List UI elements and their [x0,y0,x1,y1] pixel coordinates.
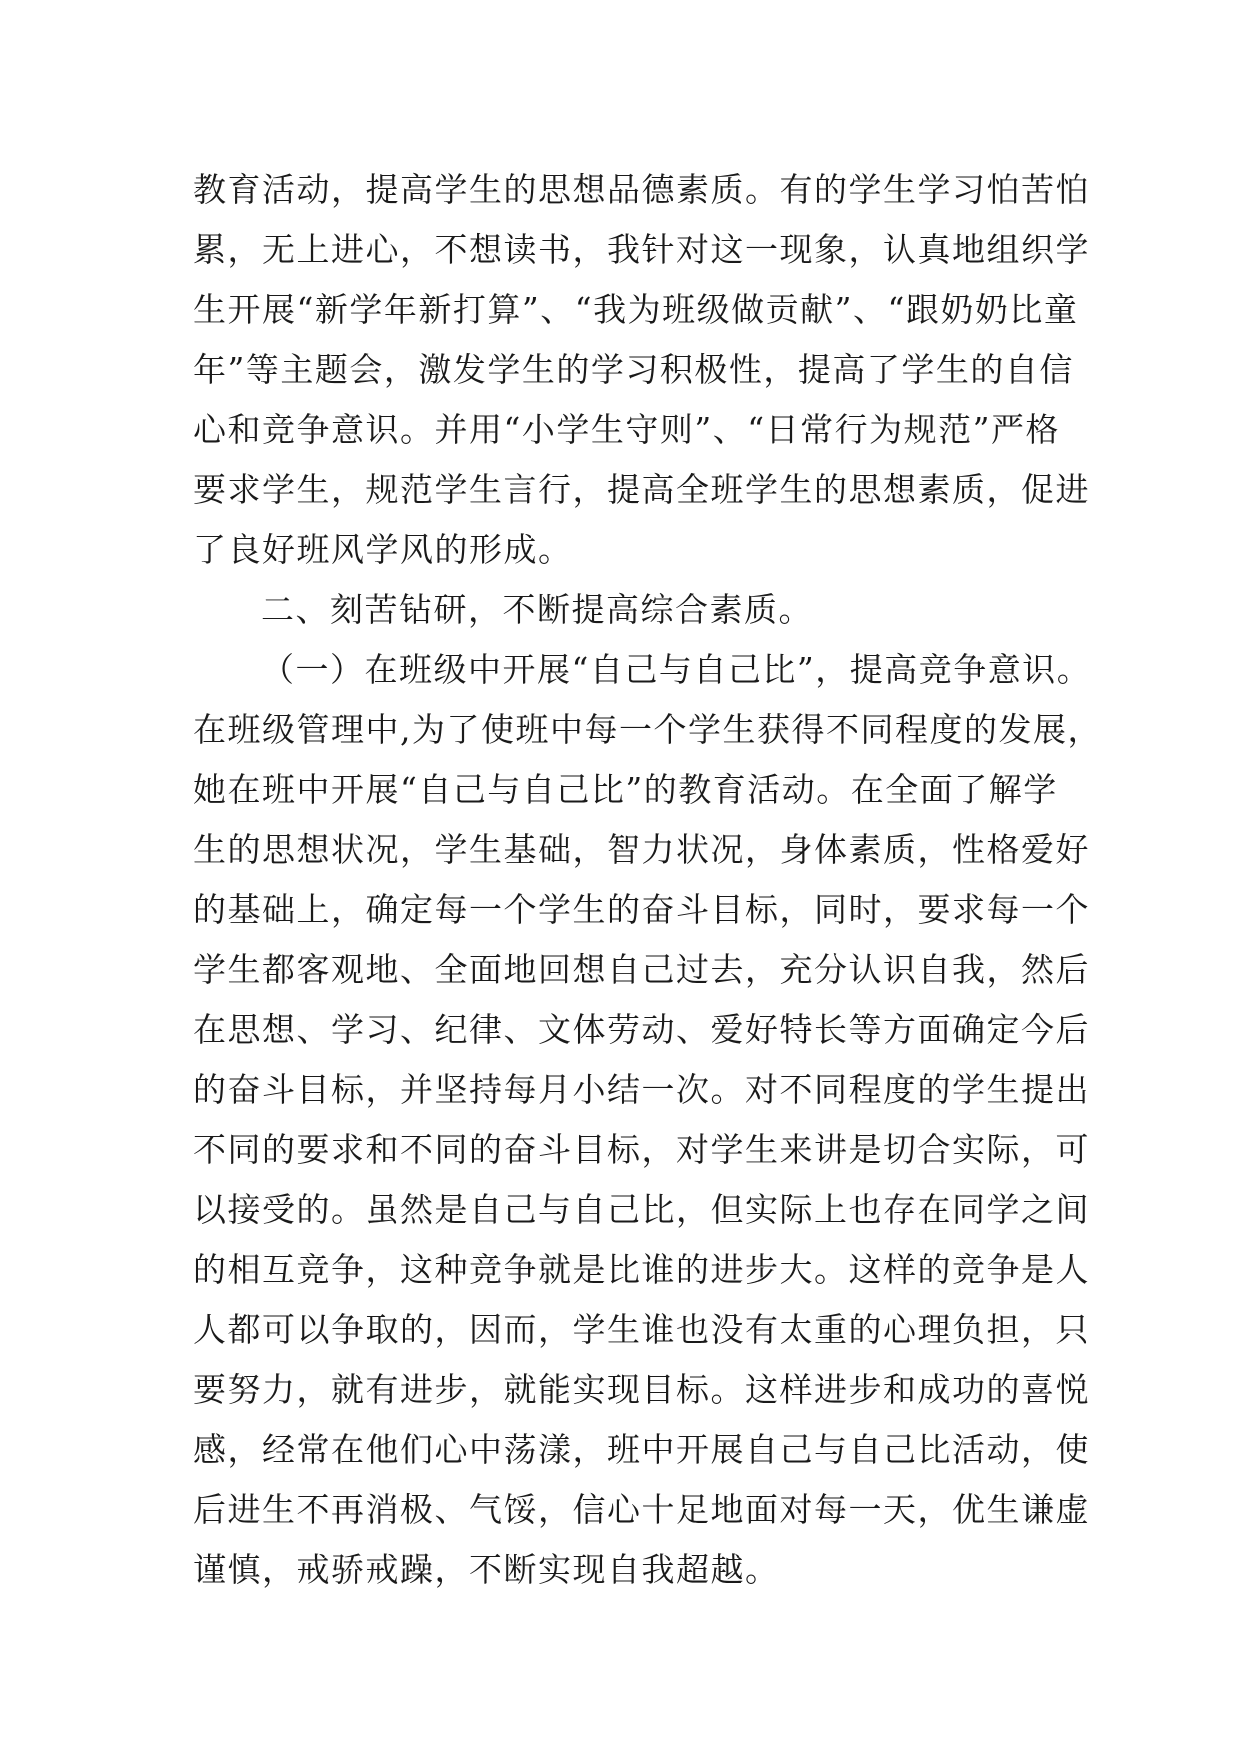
text-line: 年”等主题会，激发学生的学习积极性，提高了学生的自信 [193,350,1074,389]
text-line: 的奋斗目标，并坚持每月小结一次。对不同程度的学生提出 [193,1070,1090,1109]
section-heading: 二、刻苦钻研，不断提高综合素质。 [261,590,813,629]
paragraph-self-comparison [193,640,1102,1600]
text-line: 累，无上进心，不想读书，我针对这一现象，认真地组织学 [193,230,1090,269]
text-line: 要努力，就有进步，就能实现目标。这样进步和成功的喜悦 [193,1370,1090,1409]
text-line: 她在班中开展“自己与自己比”的教育活动。在全面了解学 [193,770,1058,809]
text-line: 教育活动，提高学生的思想品德素质。有的学生学习怕苦怕 [193,170,1090,209]
text-line: 以接受的。虽然是自己与自己比，但实际上也存在同学之间 [193,1190,1090,1229]
text-line: 了良好班风学风的形成。 [193,530,573,569]
text-line: 生的思想状况，学生基础，智力状况，身体素质，性格爱好 [193,830,1090,869]
text-line: 的基础上，确定每一个学生的奋斗目标，同时，要求每一个 [193,890,1090,929]
text-line: 在思想、学习、纪律、文体劳动、爱好特长等方面确定今后 [193,1010,1090,1049]
text-line: 人都可以争取的，因而，学生谁也没有太重的心理负担，只 [193,1310,1090,1349]
text-line: 的相互竞争，这种竞争就是比谁的进步大。这样的竞争是人 [193,1250,1090,1289]
text-line: 在班级管理中,为了使班中每一个学生获得不同程度的发展， [193,710,1102,749]
text-line: 要求学生，规范学生言行，提高全班学生的思想素质，促进 [193,470,1090,509]
text-line: 感，经常在他们心中荡漾，班中开展自己与自己比活动，使 [193,1430,1090,1469]
text-line: 生开展“新学年新打算”、“我为班级做贡献”、“跟奶奶比童 [193,290,1079,329]
text-line: 心和竞争意识。并用“小学生守则”、“日常行为规范”严格 [193,410,1060,449]
text-line: 学生都客观地、全面地回想自己过去，充分认识自我，然后 [193,950,1090,989]
paragraph-moral-education [193,160,1090,580]
document-body [193,160,1102,1600]
subsection-heading-line: （一）在班级中开展“自己与自己比”，提高竞争意识。 [261,650,1092,689]
text-line: 后进生不再消极、气馁，信心十足地面对每一天，优生谦虚 [193,1490,1090,1529]
text-line: 谨慎，戒骄戒躁，不断实现自我超越。 [193,1550,780,1589]
text-line: 不同的要求和不同的奋斗目标，对学生来讲是切合实际，可 [193,1130,1090,1169]
